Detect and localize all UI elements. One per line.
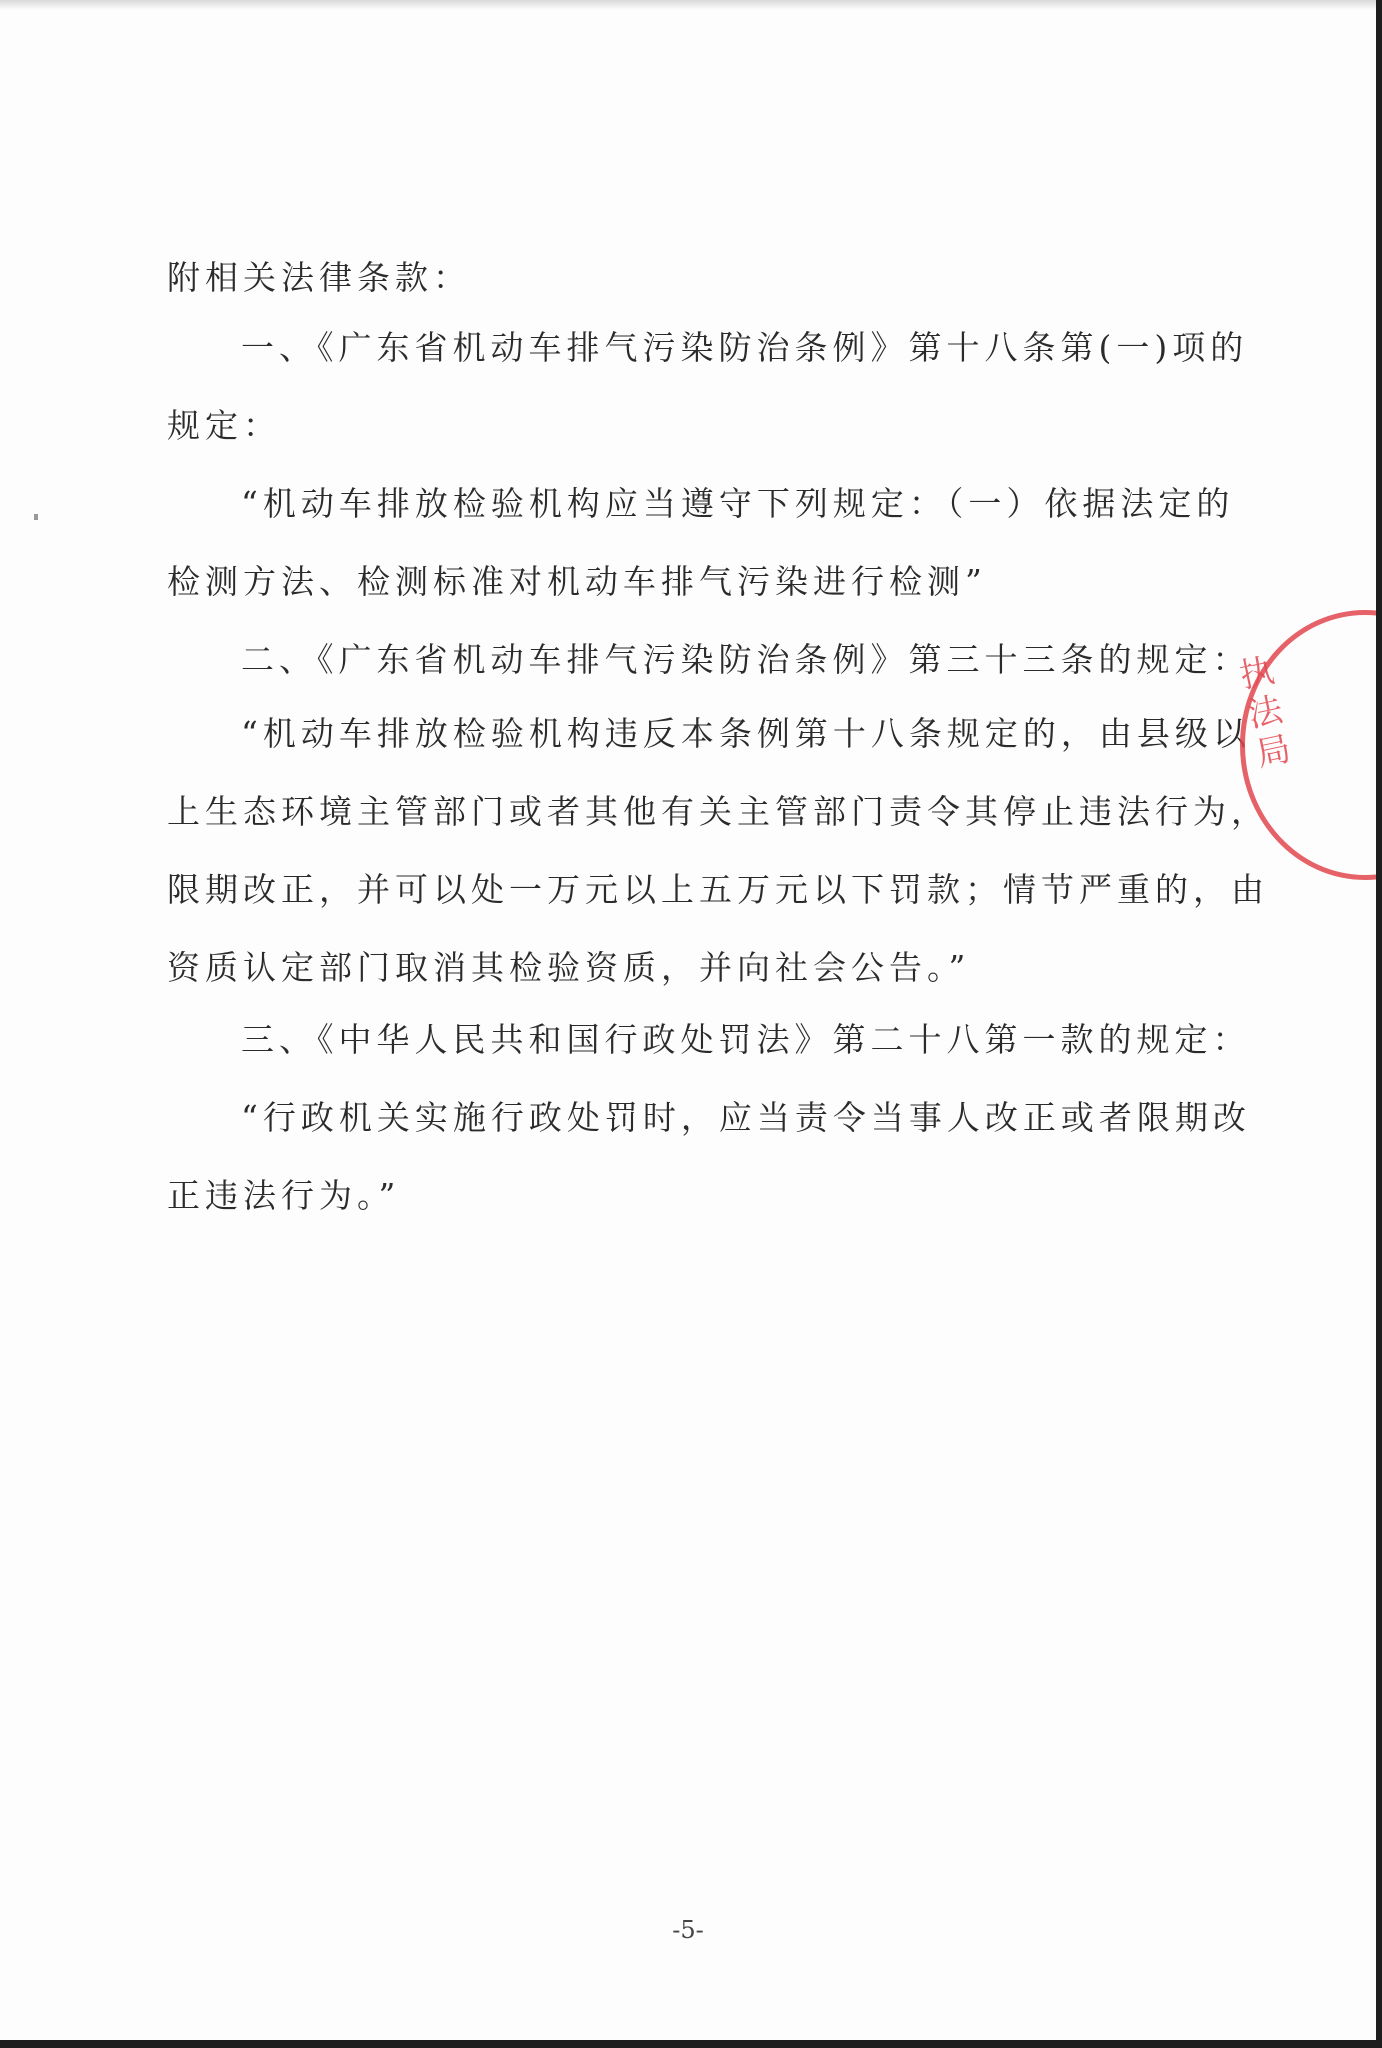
clause-1-quote: “机动车排放检验机构应当遵守下列规定：（一）依据法定的 [241, 484, 1235, 523]
clause-2-quote-line-4: 资质认定部门取消其检验资质，并向社会公告。” [167, 948, 971, 987]
clause-1-title: 一、《广东省机动车排气污染防治条例》第十八条第(一)项的 [241, 328, 1249, 367]
clause-2-quote-line-3: 限期改正，并可以处一万元以上五万元以下罚款；情节严重的，由 [167, 870, 1269, 909]
seal-text: 执法局 [1236, 650, 1295, 775]
document-heading: 附相关法律条款： [167, 258, 471, 297]
page-edge-shadow [0, 0, 1376, 10]
clause-2-title: 二、《广东省机动车排气污染防治条例》第三十三条的规定： [241, 640, 1251, 679]
clause-3-quote-cont: 正违法行为。” [167, 1176, 401, 1215]
clause-1-quote-cont: 检测方法、检测标准对机动车排气污染进行检测” [167, 562, 987, 601]
clause-3-title: 三、《中华人民共和国行政处罚法》第二十八第一款的规定： [241, 1020, 1251, 1059]
clause-3-quote: “行政机关实施行政处罚时，应当责令当事人改正或者限期改 [241, 1098, 1251, 1137]
page-number: -5- [672, 1916, 704, 1944]
clause-2-quote-line-2: 上生态环境主管部门或者其他有关主管部门责令其停止违法行为， [167, 792, 1269, 831]
clause-2-quote: “机动车排放检验机构违反本条例第十八条规定的，由县级以 [241, 714, 1251, 753]
clause-1-title-cont: 规定： [167, 406, 281, 445]
scan-speck [34, 514, 38, 520]
